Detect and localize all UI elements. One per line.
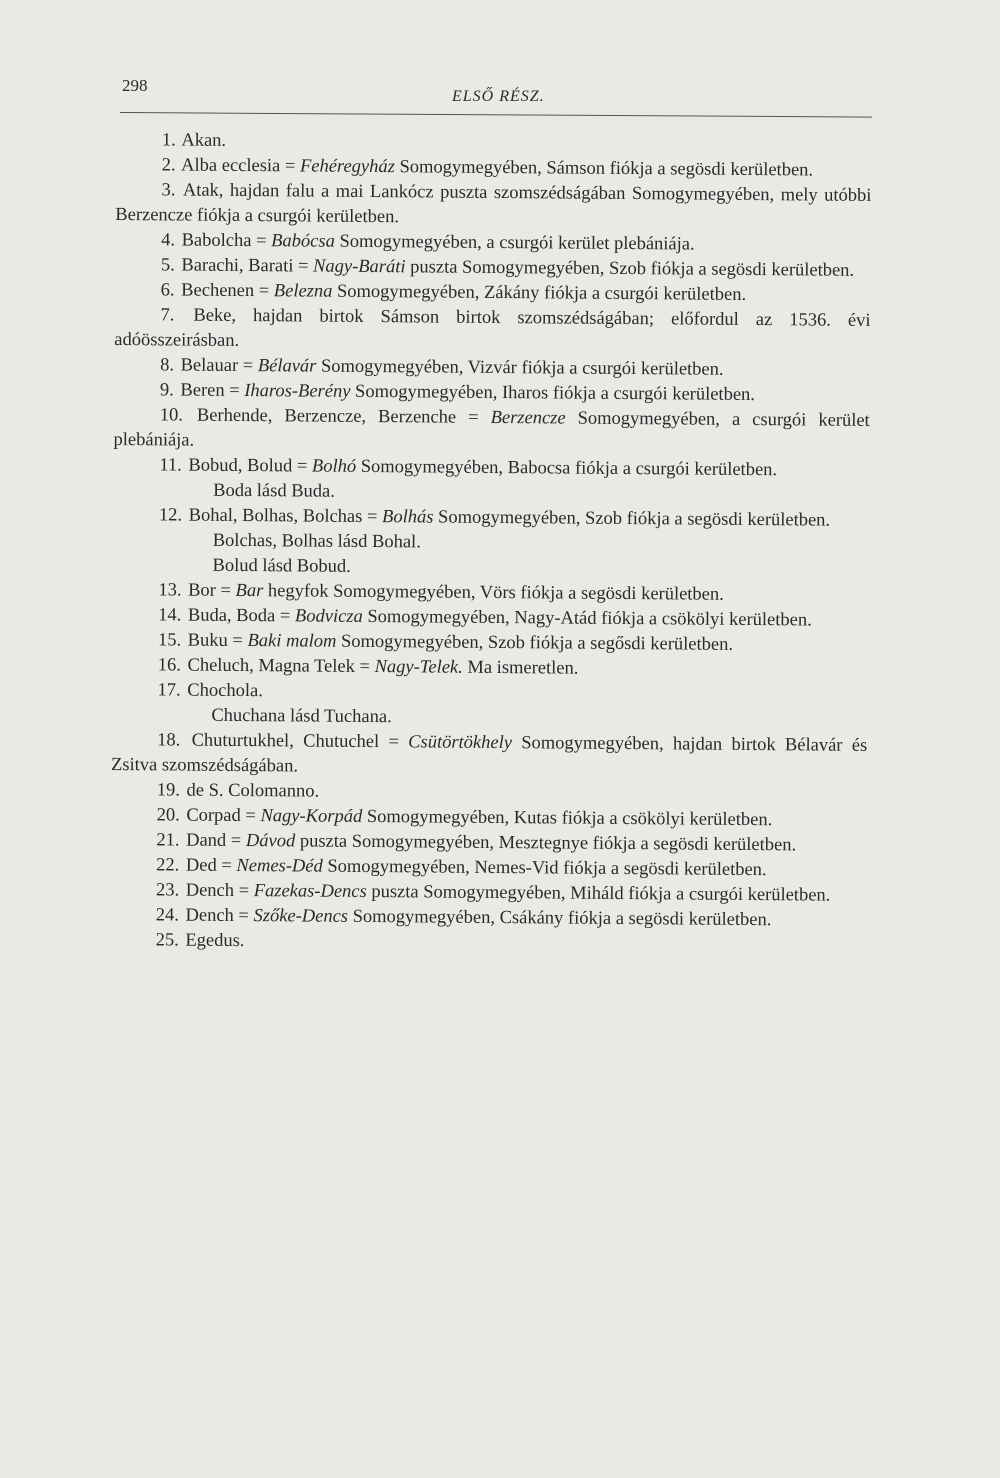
entry-9: 9. Beren = Iharos-Berény Somogymegyében, Iharos fiókja a csurgói kerületben. — [159, 380, 756, 406]
entry-6: 6. Bechenen = Belezna Somogymegyében, Zákány fiókja a csurgói kerületben. — [160, 280, 747, 305]
entry-15: 15. Buku = Baki malom Somogymegyében, Szob fiókja a segősdi kerületben. — [157, 630, 734, 655]
entry-13: 13. Bor = Bar hegyfok Somogymegyében, Vörs fiókja a segösdi kerületben. — [158, 580, 724, 605]
entry-14: 14. Buda, Boda = Bodvicza Somogymegyében, Nagy-Atád fiókja a csökölyi kerületben. — [158, 605, 812, 631]
entry-1: 1. Akan. — [161, 130, 227, 151]
entry-20: 20. Corpad = Nagy-Korpád Somogymegyében, Kutas fiókja a csökölyi kerületben. — [156, 805, 773, 831]
entry-16: 16. Cheluch, Magna Telek = Nagy-Telek. Ma ismeretlen. — [157, 655, 579, 679]
entry-12: 12. Bohal, Bolhas, Bolchas = Bolhás Somogymegyében, Szob fiókja a segösdi kerületben. — [158, 505, 831, 531]
entry-17: 17. Chochola. — [157, 680, 263, 702]
cross-ref-bolchas: Bolchas, Bolhas lásd Bohal. — [212, 530, 421, 553]
cross-ref-boda: Boda lásd Buda. — [213, 480, 336, 502]
cross-ref-chuchana: Chuchana lásd Tuchana. — [211, 705, 392, 728]
entry-25: 25. Egedus. — [155, 930, 245, 952]
entry-4: 4. Babolcha = Babócsa Somogymegyében, a csurgói kerület plebániája. — [161, 230, 695, 255]
entry-23: 23. Dench = Fazekas-Dencs puszta Somogymegyében, Miháld fiókja a csurgói kerületben. — [155, 880, 831, 906]
entry-3: 3. Atak, hajdan falu a mai Lankócz puszta szomszédságában Somogymegyében, mely utóbbi Berzencze fiókja a csurgói kerületben. — [115, 180, 872, 228]
entry-24: 24. Dench = Szőke-Dencs Somogymegyében, Csákány fiókja a segösdi kerületben. — [155, 905, 772, 931]
entry-22: 22. Ded = Nemes-Déd Somogymegyében, Nemes-Vid fiókja a segösdi kerületben. — [156, 855, 767, 881]
entry-5: 5. Barachi, Barati = Nagy-Baráti puszta Somogymegyében, Szob fiókja a segösdi kerületben. — [160, 255, 855, 281]
entry-10: 10. Berhende, Berzencze, Berzenche = Berzencze Somogymegyében, a csurgói kerület plebániája. — [113, 405, 870, 451]
running-title: ELSŐ RÉSZ. — [452, 88, 545, 105]
cross-ref-bolud: Bolud lásd Bobud. — [212, 555, 351, 577]
entry-list — [110, 128, 872, 959]
entry-8: 8. Belauar = Bélavár Somogymegyében, Vizvár fiókja a csurgói kerületben. — [160, 355, 724, 380]
header-rule — [120, 112, 872, 118]
page-header — [0, 0, 1000, 140]
entry-21: 21. Dand = Dávod puszta Somogymegyében, Mesztegnye fiókja a segösdi kerületben. — [156, 830, 797, 856]
page-number: 298 — [122, 76, 148, 95]
entry-19: 19. de S. Colomanno. — [156, 780, 320, 802]
entry-18: 18. Chuturtukhel, Chutuchel = Csütörtökhely Somogymegyében, hajdan birtok Bélavár és Zsitva szomszédságában. — [110, 730, 868, 777]
entry-7: 7. Beke, hajdan birtok Sámson birtok szomszédságában; előfordul az 1536. évi adóösszeirásban. — [114, 305, 871, 351]
entry-11: 11. Bobud, Bolud = Bolhó Somogymegyében, Babocsa fiókja a csurgói kerületben. — [159, 455, 778, 481]
entry-2: 2. Alba ecclesia = Fehéregyház Somogymegyében, Sámson fiókja a segösdi kerületben. — [161, 155, 814, 181]
